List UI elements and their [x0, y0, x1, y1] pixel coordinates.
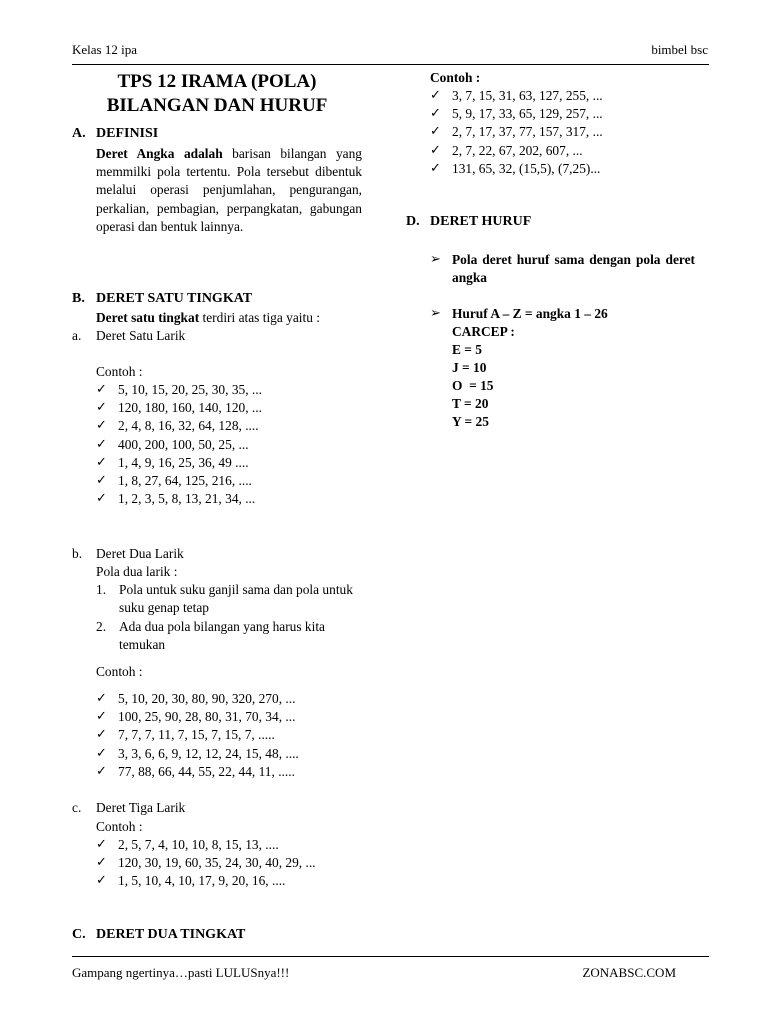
section-c-heading: [72, 927, 245, 943]
numbered-item: 1. Pola untuk suku ganjil sama dan pola untuk suku genap tetap: [96, 582, 353, 615]
section-d-bullet-1: ➢ Pola deret huruf sama dengan pola deret angka: [430, 252, 695, 285]
carcep-pair: J = 10: [452, 360, 487, 375]
section-a-heading: [72, 126, 158, 142]
carcep-pair: O = 15: [452, 378, 494, 393]
header-rule: [72, 64, 709, 65]
list-item: ✓ 1, 2, 3, 5, 8, 13, 21, 34, ...: [96, 490, 262, 508]
check-icon: ✓: [430, 124, 441, 140]
list-item: ✓ 120, 180, 160, 140, 120, ...: [96, 399, 262, 417]
sub-a-contoh: Contoh :: [96, 364, 143, 379]
arrowhead-icon: ➢: [430, 306, 441, 321]
check-icon: ✓: [96, 691, 107, 706]
check-icon: ✓: [430, 160, 441, 176]
list-item: ✓ 1, 4, 9, 16, 25, 36, 49 ....: [96, 454, 262, 472]
section-a-title: DEFINISI: [96, 126, 159, 141]
check-icon: ✓: [96, 763, 107, 779]
definition-bold-lead: Deret Angka adalah: [96, 146, 223, 161]
header-class-label: Kelas 12 ipa: [72, 42, 137, 57]
list-item: ✓ 2, 7, 22, 67, 202, 607, ...: [430, 142, 603, 160]
sub-a-label: a.: [72, 328, 82, 343]
footer-rule: [72, 956, 709, 957]
check-icon: ✓: [96, 491, 107, 507]
sub-b-example-list: [96, 690, 299, 781]
check-icon: ✓: [96, 727, 107, 743]
check-icon: ✓: [96, 382, 107, 397]
list-item: ✓ 2, 5, 7, 4, 10, 10, 8, 15, 13, ....: [96, 836, 316, 854]
section-b-intro-text: terdiri atas tiga yaitu :: [199, 310, 321, 325]
carcep-pair: T = 20: [452, 396, 489, 411]
footer-slogan: Gampang ngertinya…pasti LULUSnya!!!: [72, 965, 290, 980]
list-item: ✓ 2, 4, 8, 16, 32, 64, 128, ....: [96, 417, 262, 435]
sub-c-example-list: [96, 836, 316, 891]
section-c-title: DERET DUA TINGKAT: [96, 927, 246, 942]
list-item: ✓ 100, 25, 90, 28, 80, 31, 70, 34, ...: [96, 708, 299, 726]
check-icon: ✓: [430, 106, 441, 122]
right-example-list: [430, 87, 603, 178]
section-b-intro: [96, 309, 320, 327]
list-item: ✓ 2, 7, 17, 37, 77, 157, 317, ...: [430, 123, 603, 141]
sub-c-title: Deret Tiga Larik: [96, 800, 186, 815]
sub-b-contoh: Contoh :: [96, 664, 143, 679]
right-contoh-label: Contoh :: [430, 70, 481, 85]
list-item: ✓ 1, 8, 27, 64, 125, 216, ....: [96, 472, 262, 490]
check-icon: ✓: [96, 418, 107, 434]
footer-site: ZONABSC.COM: [582, 965, 676, 980]
list-item: ✓ 7, 7, 7, 11, 7, 15, 7, 15, 7, .....: [96, 726, 299, 744]
sub-b-label: b.: [72, 546, 83, 561]
list-item: ✓ 400, 200, 100, 50, 25, ...: [96, 436, 262, 454]
list-item: ✓ 3, 7, 15, 31, 63, 127, 255, ...: [430, 87, 603, 105]
numbered-item: 2. Ada dua pola bilangan yang harus kita temukan: [96, 619, 326, 652]
section-b-title: DERET SATU TINGKAT: [96, 291, 253, 306]
check-icon: ✓: [96, 873, 107, 889]
section-d-bullet-2: ➢ Huruf A – Z = angka 1 – 26: [430, 306, 608, 321]
check-icon: ✓: [430, 88, 441, 103]
check-icon: ✓: [96, 709, 107, 725]
check-icon: ✓: [96, 400, 107, 416]
list-item: ✓ 3, 3, 6, 6, 9, 12, 12, 24, 15, 48, ....: [96, 745, 299, 763]
sub-c-label: c.: [72, 800, 82, 815]
carcep-pair: Y = 25: [452, 414, 489, 429]
definition-paragraph: [96, 145, 362, 236]
section-c-label: C.: [72, 927, 86, 942]
arrowhead-icon: ➢: [430, 252, 441, 267]
section-a-label: A.: [72, 126, 86, 141]
definition-text: barisan bilangan yang memmilki pola tertentu. Pola tersebut dibentuk melalui operasi penjumlahan, pengurangan, perkalian, pembagian, perpangkatan, gabungan operasi dan bentuk lainnya.: [96, 146, 362, 234]
sub-b-title: Deret Dua Larik: [96, 546, 184, 561]
list-item: ✓ 1, 5, 10, 4, 10, 17, 9, 20, 16, ....: [96, 872, 316, 890]
header-brand-label: bimbel bsc: [651, 42, 708, 57]
check-icon: ✓: [96, 472, 107, 488]
list-item: ✓ 131, 65, 32, (15,5), (7,25)...: [430, 160, 603, 178]
section-d-heading: [406, 214, 531, 230]
sub-c-contoh: Contoh :: [96, 819, 143, 834]
section-d-title: DERET HURUF: [430, 214, 532, 229]
list-item: ✓ 5, 10, 20, 30, 80, 90, 320, 270, ...: [96, 690, 299, 708]
carcep-pair: E = 5: [452, 342, 482, 357]
list-item: ✓ 5, 9, 17, 33, 65, 129, 257, ...: [430, 105, 603, 123]
carcep-label: CARCEP :: [452, 324, 515, 339]
section-b-intro-bold: Deret satu tingkat: [96, 310, 200, 325]
section-d-label: D.: [406, 214, 420, 229]
check-icon: ✓: [96, 855, 107, 871]
check-icon: ✓: [96, 436, 107, 452]
sub-a-example-list: [96, 381, 262, 508]
section-b-label: B.: [72, 291, 85, 306]
sub-b-pola: Pola dua larik :: [96, 564, 178, 579]
check-icon: ✓: [96, 745, 107, 761]
page-title-line1: TPS 12 IRAMA (POLA): [117, 71, 317, 92]
section-b-heading: [72, 291, 252, 307]
list-item: ✓ 77, 88, 66, 44, 55, 22, 44, 11, .....: [96, 763, 299, 781]
sub-a-title: Deret Satu Larik: [96, 328, 186, 343]
check-icon: ✓: [430, 142, 441, 158]
check-icon: ✓: [96, 454, 107, 470]
page-title-line2: BILANGAN DAN HURUF: [106, 95, 328, 116]
sub-b-rules-list: [96, 581, 362, 655]
check-icon: ✓: [96, 837, 107, 852]
list-item: ✓ 120, 30, 19, 60, 35, 24, 30, 40, 29, ...: [96, 854, 316, 872]
list-item: ✓ 5, 10, 15, 20, 25, 30, 35, ...: [96, 381, 262, 399]
